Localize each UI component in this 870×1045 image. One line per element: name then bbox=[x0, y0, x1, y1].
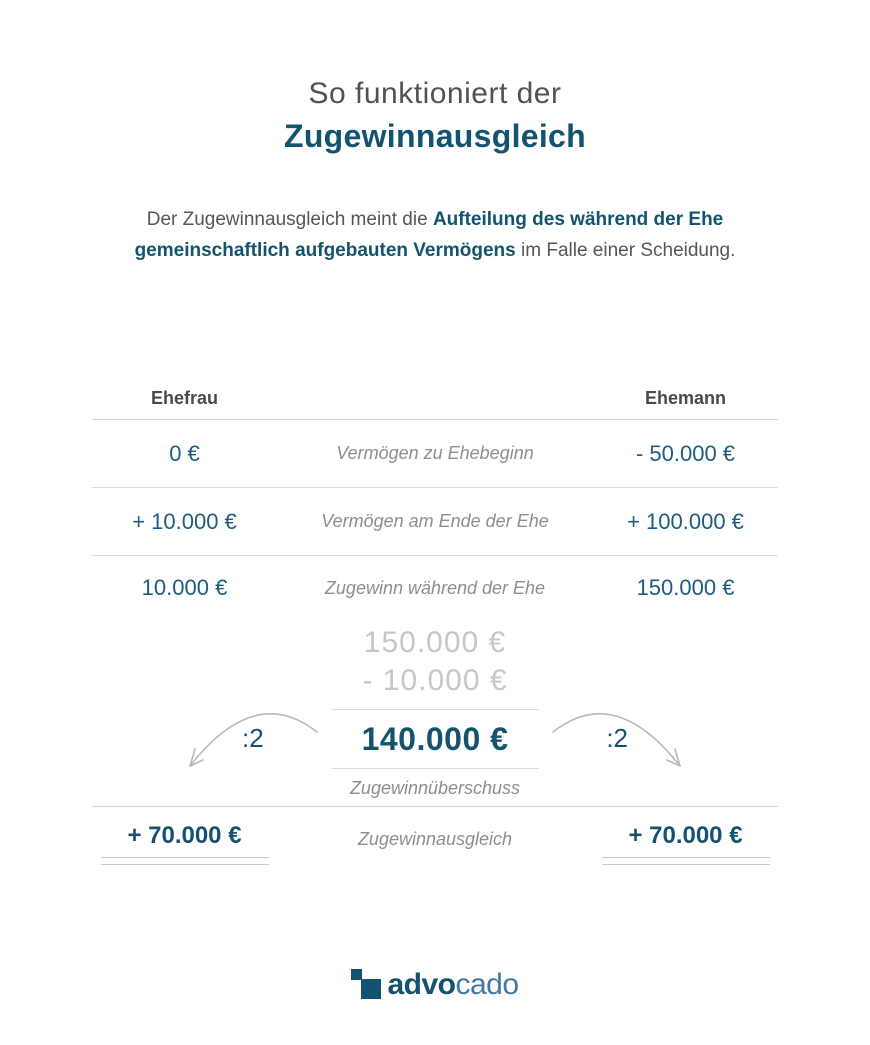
calc-minuend: 150.000 € bbox=[363, 626, 507, 659]
calculation-stack bbox=[332, 620, 539, 799]
wife-equalization-value: + 70.000 € bbox=[101, 822, 269, 858]
calc-result-label: Zugewinnüberschuss bbox=[349, 778, 521, 798]
calculation-block bbox=[92, 620, 778, 806]
advocado-logo-text bbox=[387, 968, 518, 1001]
divide-by-two-left: :2 bbox=[242, 723, 264, 753]
column-header-husband: Ehemann bbox=[644, 388, 727, 408]
logo-text-light: cado bbox=[455, 968, 519, 1001]
table-row-assets-end bbox=[92, 488, 778, 556]
husband-assets-begin-value: - 50.000 € bbox=[635, 440, 736, 466]
intro-normal-2: im Falle einer Scheidung. bbox=[515, 240, 736, 261]
table-header-row bbox=[92, 376, 778, 420]
row-label-equalization: Zugewinnausgleich bbox=[357, 829, 513, 849]
row-label-gain: Zugewinn während der Ehe bbox=[324, 577, 546, 598]
calc-result: 140.000 € bbox=[361, 721, 509, 757]
advocado-logo-icon bbox=[351, 968, 382, 1001]
table-row-gain bbox=[92, 556, 778, 620]
page-title-line2: Zugewinnausgleich bbox=[283, 118, 587, 154]
header bbox=[0, 0, 870, 266]
calc-subtrahend: - 10.000 € bbox=[362, 664, 508, 697]
table-row-equalization bbox=[92, 806, 778, 872]
wife-assets-end-value: + 10.000 € bbox=[132, 508, 237, 534]
table-row-assets-begin bbox=[92, 420, 778, 488]
husband-assets-end-value: + 100.000 € bbox=[627, 508, 744, 534]
wife-equalization-underline bbox=[101, 822, 269, 858]
row-label-assets-begin: Vermögen zu Ehebeginn bbox=[336, 443, 534, 463]
husband-gain-value: 150.000 € bbox=[636, 575, 735, 600]
husband-equalization-value: + 70.000 € bbox=[602, 822, 770, 858]
advocado-logo bbox=[351, 968, 518, 1001]
page-title bbox=[0, 74, 870, 158]
divide-by-two-right: :2 bbox=[606, 723, 628, 753]
row-label-assets-end: Vermögen am Ende der Ehe bbox=[321, 511, 549, 531]
intro-bold-1: Aufteilung des während der Ehe bbox=[432, 209, 724, 230]
husband-equalization-underline bbox=[602, 822, 770, 858]
intro-bold-2: gemeinschaftlich aufgebauten Vermögens bbox=[134, 240, 516, 261]
calc-divider-top bbox=[332, 709, 539, 710]
page-title-line1: So funktioniert der bbox=[308, 77, 562, 110]
wife-assets-begin-value: 0 € bbox=[169, 440, 200, 466]
intro-normal-1: Der Zugewinnausgleich meint die bbox=[146, 209, 433, 230]
wife-equalization-cell bbox=[92, 822, 277, 858]
intro-text bbox=[0, 204, 870, 266]
divide-arrow-right-icon bbox=[545, 699, 690, 774]
wife-gain-value: 10.000 € bbox=[141, 575, 228, 600]
footer bbox=[0, 968, 870, 1001]
column-header-wife: Ehefrau bbox=[150, 388, 219, 408]
logo-text-bold: advo bbox=[387, 968, 456, 1001]
comparison-table bbox=[92, 376, 778, 872]
logo-square-big bbox=[361, 979, 381, 999]
husband-equalization-cell bbox=[593, 822, 778, 858]
calc-divider-bottom bbox=[332, 768, 539, 769]
